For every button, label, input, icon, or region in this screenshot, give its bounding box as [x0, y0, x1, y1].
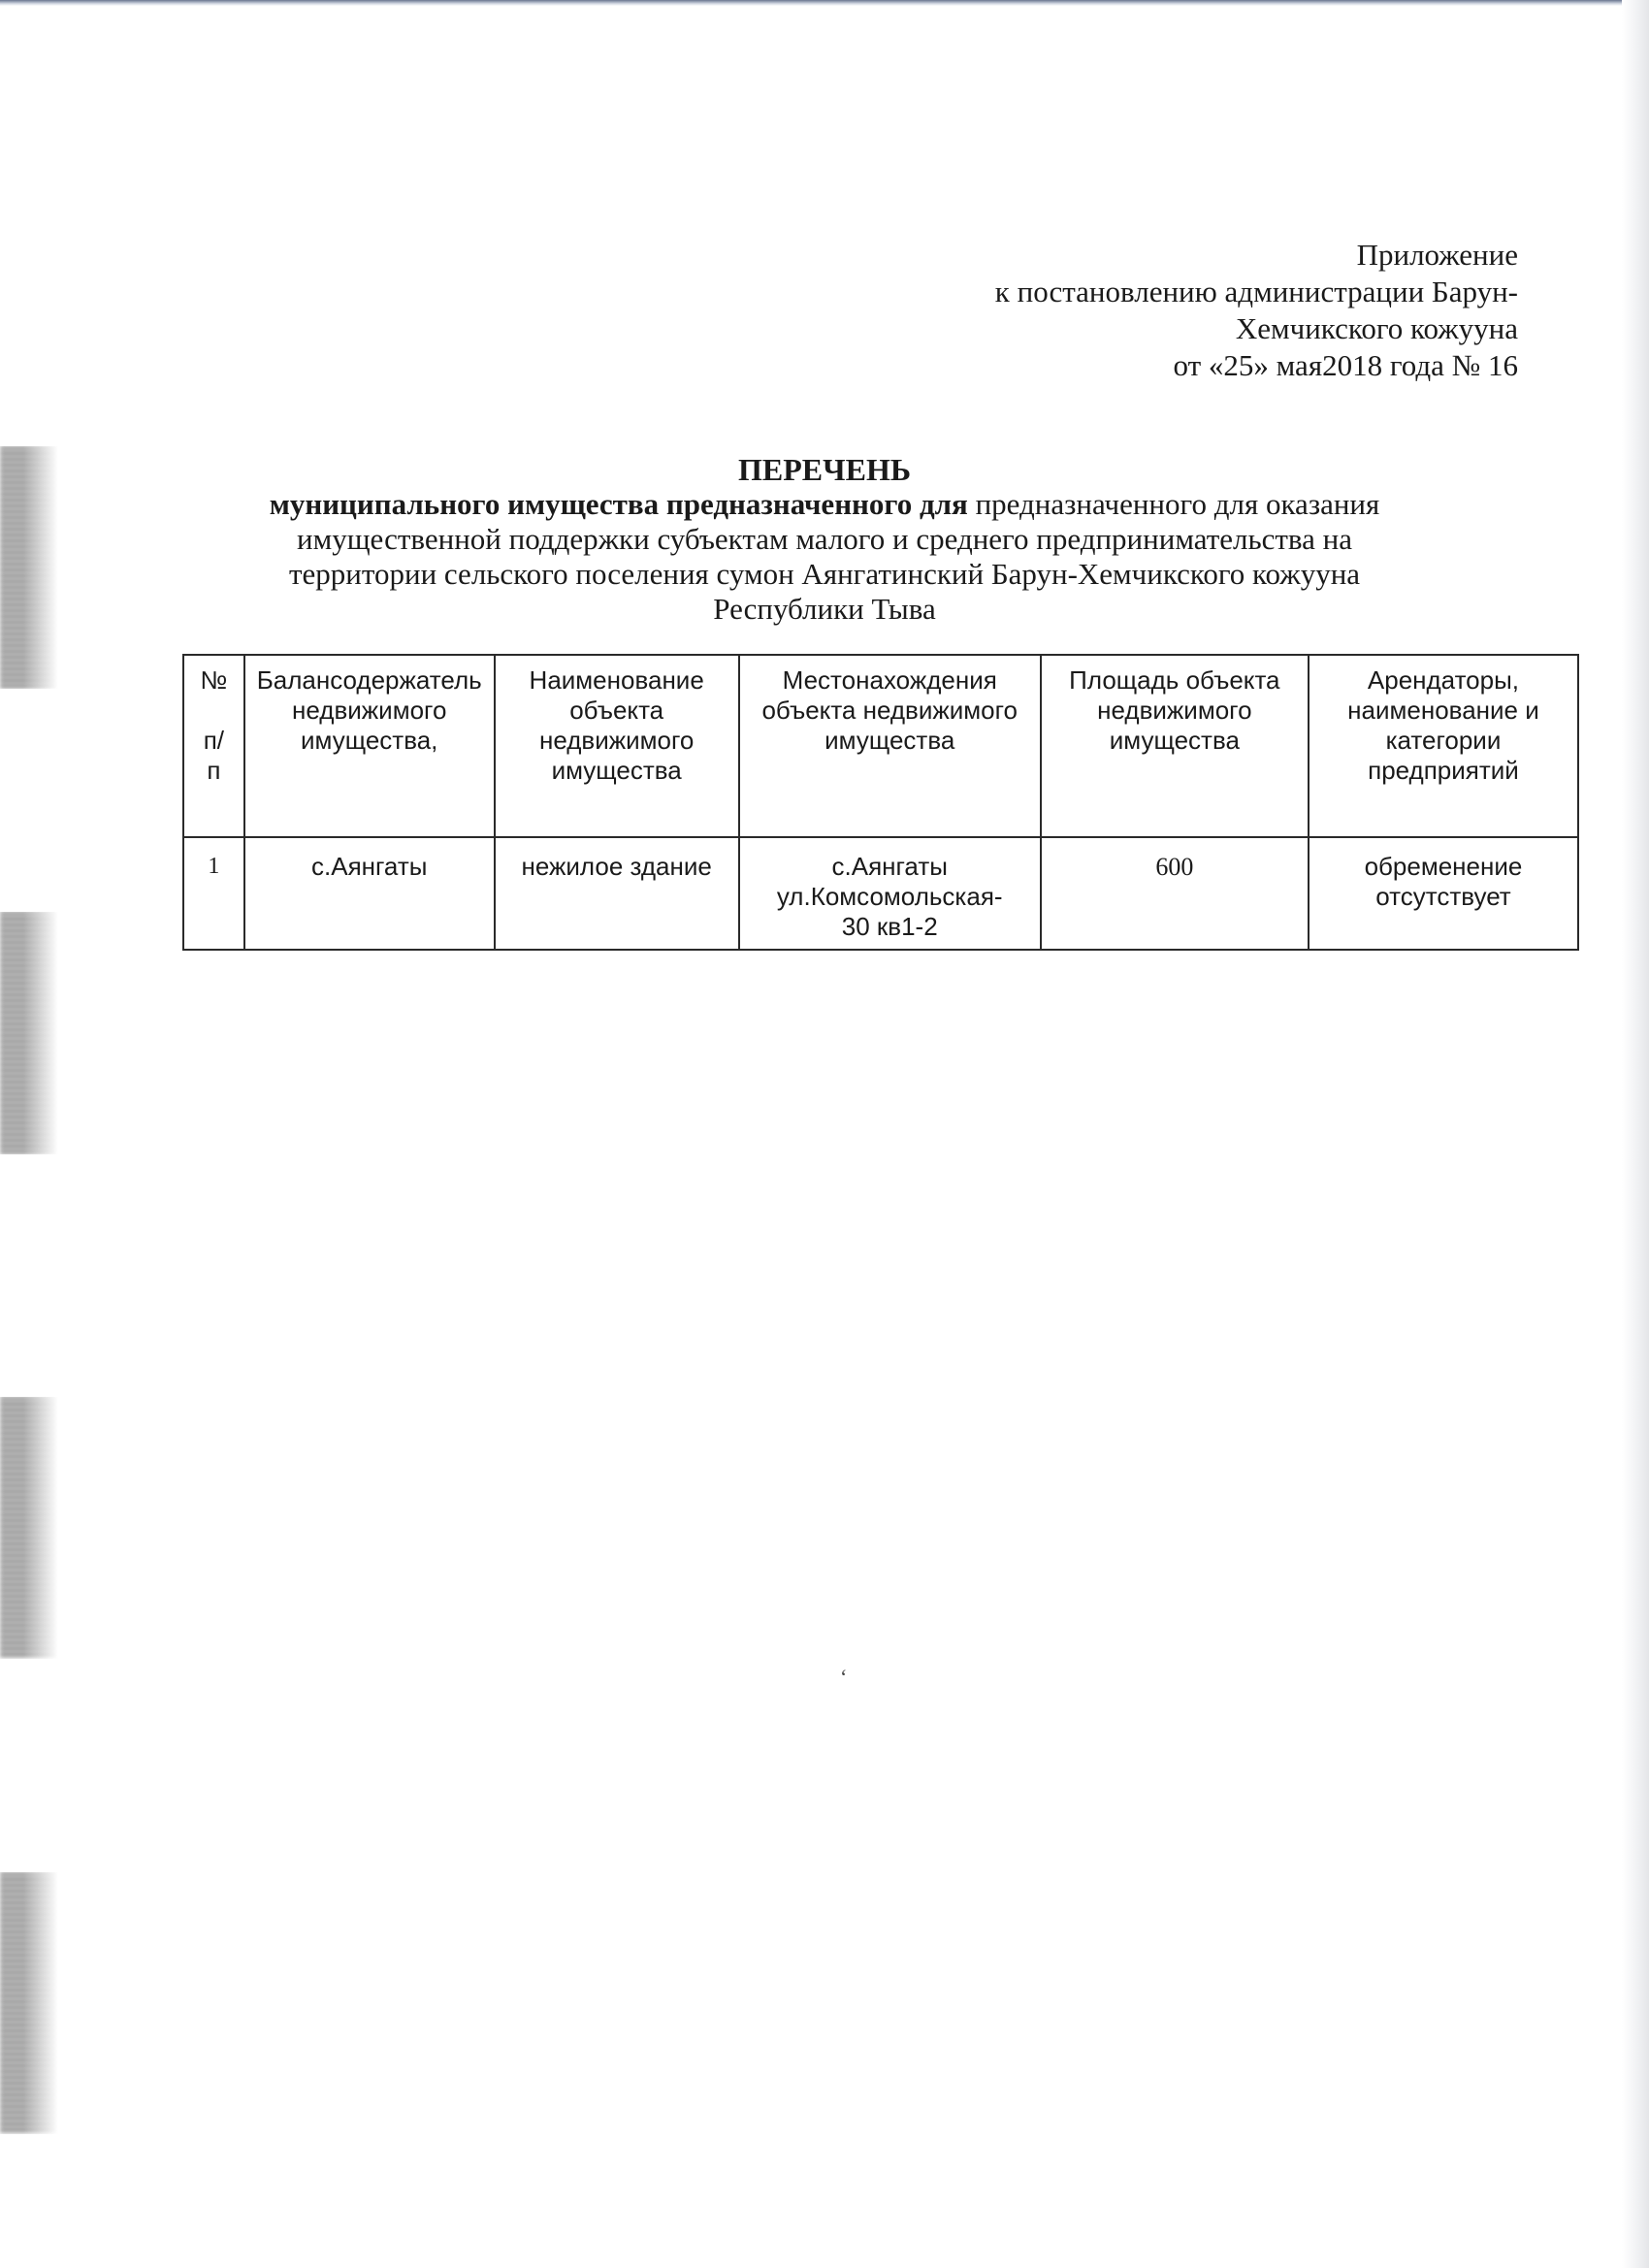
- cell-number: 1: [183, 837, 244, 950]
- scan-shadow: [0, 1872, 58, 2134]
- scan-speck: ʻ: [840, 1665, 848, 1689]
- cell-tenants: обременение отсутствует: [1309, 837, 1578, 950]
- cell-holder: с.Аянгаты: [244, 837, 495, 950]
- column-header-holder: Балансодержатель недвижимого имущества,: [244, 655, 495, 837]
- column-header-number: № п/ п: [183, 655, 244, 837]
- appendix-line: от «25» мая2018 года № 16: [1173, 348, 1518, 382]
- property-table: [182, 654, 1579, 951]
- cell-area: 600: [1041, 837, 1309, 950]
- appendix-line: Хемчикского кожууна: [1235, 311, 1518, 345]
- scan-shadow: [0, 912, 58, 1154]
- column-header-tenants: Арендаторы, наименование и категории предприятий: [1309, 655, 1578, 837]
- title-line: имущественной поддержки субъектам малого и среднего предпринимательства на: [296, 522, 1352, 556]
- title-bold-part: муниципального имущества предназначенного для: [269, 487, 976, 521]
- title-heading: ПЕРЕЧЕНЬ: [738, 452, 911, 487]
- title-regular-part: предназначенного для оказания: [975, 487, 1380, 521]
- scan-shadow: [0, 1397, 58, 1659]
- document-title: [175, 452, 1474, 627]
- title-line: Республики Тыва: [713, 592, 936, 626]
- title-line: территории сельского поселения сумон Аянгатинский Барун-Хемчикского кожууна: [288, 557, 1361, 591]
- scan-shadow: [0, 446, 58, 689]
- cell-object-name: нежилое здание: [495, 837, 739, 950]
- column-header-object-name: Наименование объекта недвижимого имущества: [495, 655, 739, 837]
- table-header-row: [183, 655, 1578, 837]
- appendix-line: Приложение: [1356, 238, 1518, 272]
- appendix-header: [839, 237, 1518, 384]
- column-header-location: Местонахождения объекта недвижимого имущества: [739, 655, 1041, 837]
- table-row: [183, 837, 1578, 950]
- column-header-area: Площадь объекта недвижимого имущества: [1041, 655, 1309, 837]
- scan-edge-top: [0, 0, 1649, 6]
- cell-location: с.Аянгаты ул.Комсомольская- 30 кв1-2: [739, 837, 1041, 950]
- scan-edge-right: [1622, 0, 1649, 2268]
- appendix-line: к постановлению администрации Барун-: [994, 275, 1518, 308]
- title-line: [175, 487, 1474, 522]
